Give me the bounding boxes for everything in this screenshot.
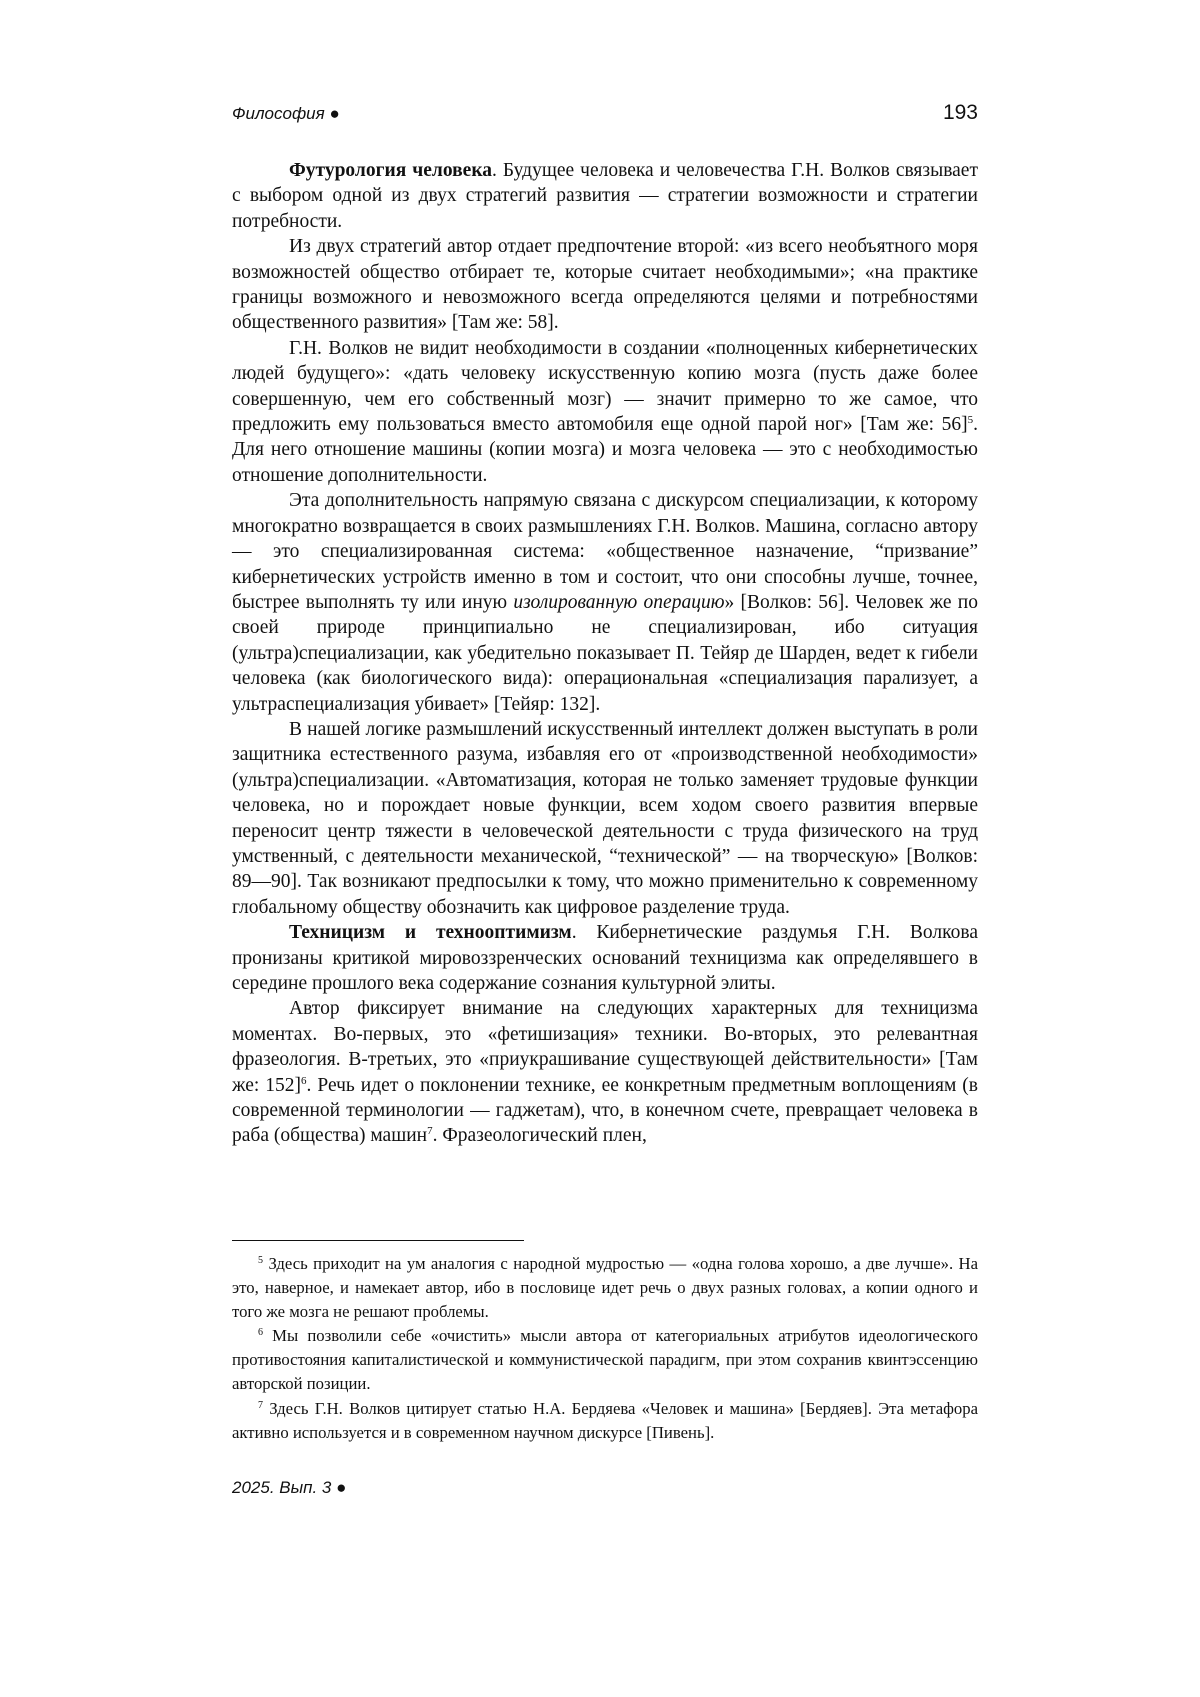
footnote-number: 7 [258,1400,263,1411]
page-number: 193 [943,101,978,125]
bullet-icon: ● [336,1478,346,1497]
paragraph: Автор фиксирует внимание на следующих характерных для техницизма моментах. Во-первых, это «фетишизация» техники. Во-вторых, это релевантная фразеология. В-третьих, это «приукрашивание существующей действительности» [Там же: 152]6. Речь идет о поклонении технике, ее конкретным предметным воплощениям (в современной терминологии — гаджетам), что, в конечном счете, превращает человека в раба (общества) машин7. Фразеологический плен, [232,996,978,1148]
section-heading: Техницизм и технооптимизм [289,922,572,943]
section-name: Философия ● [232,104,340,124]
footnote-number: 5 [258,1255,263,1266]
paragraph: В нашей логике размышлений искусственный интеллект должен выступать в роли защитника естественного разума, избавляя его от «производственной необходимости» (ультра)специализации. «Автоматизация, которая не только заменяет трудовые функции человека, но и порождает новые функции, всем ходом своего развития впервые переносит центр тяжести в человеческой деятельности с труда физического на труд умственный, с деятельности механической, “технической” — на творческую» [Волков: 89—90]. Так возникают предпосылки к тому, что можно применительно к современному глобальному обществу обозначить как цифровое разделение труда. [232,717,978,920]
body-text [232,158,978,1149]
paragraph: Из двух стратегий автор отдает предпочтение второй: «из всего необъятного моря возможностей общество отбирает те, которые считает необходимыми»; «на практике границы возможного и невозможного всегда определяются целями и потребностями общественного развития» [Там же: 58]. [232,234,978,336]
running-header [232,104,978,134]
footnote-separator [232,1240,524,1241]
footnote-ref: 7 [427,1125,433,1137]
emphasis: изолированную операцию [513,592,724,613]
footnote-number: 6 [258,1327,263,1338]
footnote: 6 Мы позволили себе «очистить» мысли автора от категориальных атрибутов идеологического противостояния капиталистической и коммунистической парадигм, при этом сохранив квинтэссенцию авторской позиции. [232,1324,978,1396]
running-footer [232,1478,346,1498]
bullet-icon: ● [329,104,339,123]
footnote-ref: 5 [968,414,974,426]
footnote: 7 Здесь Г.Н. Волков цитирует статью Н.А. Бердяева «Человек и машина» [Бердяев]. Эта метафора активно используется и в современном научном дискурсе [Пивень]. [232,1397,978,1445]
section-heading: Футурология человека [289,160,492,181]
footnotes [232,1252,978,1445]
paragraph: Техницизм и технооптимизм. Кибернетические раздумья Г.Н. Волкова пронизаны критикой мировоззренческих оснований техницизма как определявшего в середине прошлого века содержание сознания культурной элиты. [232,920,978,996]
footnote: 5 Здесь приходит на ум аналогия с народной мудростью — «одна голова хорошо, а две лучше». На это, наверное, и намекает автор, ибо в пословице идет речь о двух разных головах, а копии одного и того же мозга не решают проблемы. [232,1252,978,1324]
paragraph: Футурология человека. Будущее человека и человечества Г.Н. Волков связывает с выбором одной из двух стратегий развития — стратегии возможности и стратегии потребности. [232,158,978,234]
footnote-ref: 6 [301,1075,307,1087]
paragraph: Г.Н. Волков не видит необходимости в создании «полноценных кибернетических людей будущего»: «дать человеку искусственную копию мозга (пусть даже более совершенную, чем его собственный мозг) — значит примерно то же самое, что предложить ему пользоваться вместо автомобиля еще одной парой ног» [Там же: 56]5. Для него отношение машины (копии мозга) и мозга человека — это с необходимостью отношение дополнительности. [232,336,978,488]
issue-label: 2025. Вып. 3 [232,1478,331,1497]
paragraph: Эта дополнительность напрямую связана с дискурсом специализации, к которому многократно возвращается в своих размышлениях Г.Н. Волков. Машина, согласно автору — это специализированная система: «общественное назначение, “призвание” кибернетических устройств именно в том и состоит, что они способны лучше, точнее, быстрее выполнять ту или иную изолированную операцию» [Волков: 56]. Человек же по своей природе принципиально не специализирован, ибо ситуация (ультра)специализации, как убедительно показывает П. Тейяр де Шарден, ведет к гибели человека (как биологического вида): операциональная «специализация парализует, а ультраспециализация убивает» [Тейяр: 132]. [232,488,978,717]
